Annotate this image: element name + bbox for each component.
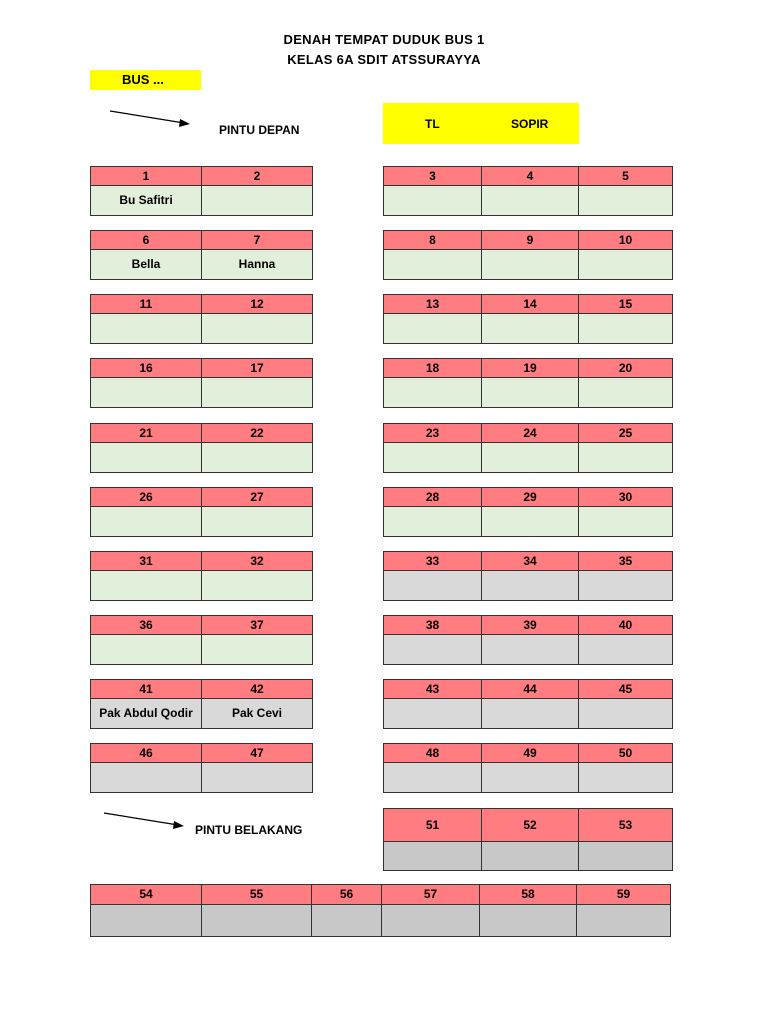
seat-occupant[interactable]: [384, 443, 482, 473]
back-door-label: PINTU BELAKANG: [195, 823, 303, 837]
seat-number: 40: [579, 616, 673, 635]
seat-occupant[interactable]: [91, 763, 202, 793]
seat-occupant[interactable]: [384, 699, 482, 729]
seat-number: 27: [202, 488, 313, 507]
seat-occupant[interactable]: [91, 571, 202, 601]
seat-number: 34: [482, 552, 579, 571]
seat-number: 51: [384, 809, 482, 842]
seat-number: 22: [202, 424, 313, 443]
seat-row: [383, 358, 673, 408]
seat-occupant[interactable]: Bella: [91, 250, 202, 280]
page-subtitle: KELAS 6A SDIT ATSSURAYYA: [287, 52, 481, 67]
seat-occupant[interactable]: [384, 378, 482, 408]
seat-occupant[interactable]: [384, 571, 482, 601]
seat-occupant[interactable]: [579, 635, 673, 665]
seat-occupant[interactable]: Pak Cevi: [202, 699, 313, 729]
driver-label: SOPIR: [511, 117, 549, 131]
seat-occupant[interactable]: [579, 842, 673, 871]
seat-occupant[interactable]: [384, 250, 482, 280]
seat-number: 28: [384, 488, 482, 507]
seat-occupant[interactable]: [384, 842, 482, 871]
seat-occupant[interactable]: [202, 905, 312, 937]
seat-occupant[interactable]: [579, 250, 673, 280]
seat-number: 1: [91, 167, 202, 186]
front-door-label: PINTU DEPAN: [219, 123, 300, 137]
seat-row: [90, 679, 313, 729]
page-title: DENAH TEMPAT DUDUK BUS 1: [283, 32, 485, 47]
seat-number: 23: [384, 424, 482, 443]
seat-occupant[interactable]: [482, 186, 579, 216]
seat-number: 42: [202, 680, 313, 699]
seat-occupant[interactable]: [91, 443, 202, 473]
seat-number: 33: [384, 552, 482, 571]
seat-number: 18: [384, 359, 482, 378]
seat-occupant[interactable]: Bu Safitri: [91, 186, 202, 216]
seat-row: [383, 294, 673, 344]
seat-occupant[interactable]: [91, 378, 202, 408]
back-door-arrow-icon: [102, 810, 186, 830]
seat-occupant[interactable]: [384, 186, 482, 216]
seat-number: 58: [480, 885, 577, 905]
seat-number: 11: [91, 295, 202, 314]
seat-occupant[interactable]: [577, 905, 671, 937]
seat-number: 53: [579, 809, 673, 842]
seat-number: 30: [579, 488, 673, 507]
seat-row: [383, 423, 673, 473]
seat-row: [383, 487, 673, 537]
seat-occupant[interactable]: [579, 699, 673, 729]
seat-occupant[interactable]: [91, 905, 202, 937]
seat-number: 16: [91, 359, 202, 378]
seat-occupant[interactable]: [579, 186, 673, 216]
front-door-arrow-icon: [108, 108, 192, 128]
seat-row: [90, 743, 313, 793]
seat-number: 15: [579, 295, 673, 314]
seat-occupant[interactable]: [482, 378, 579, 408]
seat-number: 45: [579, 680, 673, 699]
seat-occupant[interactable]: Hanna: [202, 250, 313, 280]
seat-number: 19: [482, 359, 579, 378]
seat-occupant[interactable]: [480, 905, 577, 937]
seat-number: 20: [579, 359, 673, 378]
seat-row: [383, 551, 673, 601]
seat-occupant[interactable]: [91, 507, 202, 537]
seat-row: [90, 230, 313, 280]
seat-row: [90, 423, 313, 473]
seat-occupant[interactable]: [482, 507, 579, 537]
seat-number: 59: [577, 885, 671, 905]
seat-row: [90, 358, 313, 408]
seat-row: [383, 230, 673, 280]
seat-occupant[interactable]: Pak Abdul Qodir: [91, 699, 202, 729]
seat-number: 24: [482, 424, 579, 443]
seat-occupant[interactable]: [482, 250, 579, 280]
seat-row: [90, 551, 313, 601]
seat-row: [90, 615, 313, 665]
seat-row: [90, 166, 313, 216]
seat-occupant[interactable]: [202, 763, 313, 793]
seat-number: 31: [91, 552, 202, 571]
seat-occupant[interactable]: [482, 443, 579, 473]
seat-number: 49: [482, 744, 579, 763]
seat-number: 48: [384, 744, 482, 763]
seat-occupant[interactable]: [579, 507, 673, 537]
seat-number: 7: [202, 231, 313, 250]
seat-occupant[interactable]: [579, 763, 673, 793]
seat-number: 36: [91, 616, 202, 635]
seat-number: 56: [312, 885, 382, 905]
seat-number: 25: [579, 424, 673, 443]
seat-number: 44: [482, 680, 579, 699]
seat-occupant[interactable]: [202, 571, 313, 601]
seat-number: 47: [202, 744, 313, 763]
seat-number: 17: [202, 359, 313, 378]
seat-row: [90, 294, 313, 344]
seat-occupant[interactable]: [202, 186, 313, 216]
seat-number: 37: [202, 616, 313, 635]
tl-label: TL: [425, 117, 440, 131]
seat-occupant[interactable]: [579, 378, 673, 408]
seat-occupant[interactable]: [384, 635, 482, 665]
seat-number: 32: [202, 552, 313, 571]
bus-label: BUS ...: [90, 70, 201, 90]
seat-number: 41: [91, 680, 202, 699]
seat-occupant[interactable]: [579, 314, 673, 344]
seat-number: 57: [382, 885, 480, 905]
seat-occupant[interactable]: [312, 905, 382, 937]
seat-occupant[interactable]: [384, 507, 482, 537]
seat-number: 35: [579, 552, 673, 571]
seat-number: 8: [384, 231, 482, 250]
seat-number: 29: [482, 488, 579, 507]
seat-row: [383, 808, 673, 871]
seat-occupant[interactable]: [384, 314, 482, 344]
seat-occupant[interactable]: [202, 635, 313, 665]
driver-area: [383, 103, 579, 144]
seat-number: 50: [579, 744, 673, 763]
seat-number: 26: [91, 488, 202, 507]
seat-number: 43: [384, 680, 482, 699]
seat-number: 54: [91, 885, 202, 905]
seat-number: 55: [202, 885, 312, 905]
seat-number: 10: [579, 231, 673, 250]
seat-occupant[interactable]: [482, 763, 579, 793]
seat-occupant[interactable]: [482, 571, 579, 601]
seat-occupant[interactable]: [482, 842, 579, 871]
seat-number: 13: [384, 295, 482, 314]
seat-row: [383, 743, 673, 793]
seat-number: 12: [202, 295, 313, 314]
seat-number: 5: [579, 167, 673, 186]
seat-row: [383, 166, 673, 216]
seat-occupant[interactable]: [384, 763, 482, 793]
seat-number: 4: [482, 167, 579, 186]
seat-number: 9: [482, 231, 579, 250]
seat-row: [90, 884, 671, 937]
seat-occupant[interactable]: [482, 314, 579, 344]
seat-number: 38: [384, 616, 482, 635]
seat-number: 21: [91, 424, 202, 443]
seat-number: 2: [202, 167, 313, 186]
seat-number: 52: [482, 809, 579, 842]
seat-occupant[interactable]: [202, 507, 313, 537]
seat-number: 6: [91, 231, 202, 250]
seat-occupant[interactable]: [482, 699, 579, 729]
seat-number: 14: [482, 295, 579, 314]
seat-number: 46: [91, 744, 202, 763]
seat-row: [383, 615, 673, 665]
seat-occupant[interactable]: [202, 378, 313, 408]
seat-occupant[interactable]: [579, 571, 673, 601]
seat-occupant[interactable]: [91, 314, 202, 344]
seat-number: 3: [384, 167, 482, 186]
seat-row: [383, 679, 673, 729]
seat-occupant[interactable]: [202, 443, 313, 473]
seat-occupant[interactable]: [202, 314, 313, 344]
seat-occupant[interactable]: [579, 443, 673, 473]
seat-occupant[interactable]: [91, 635, 202, 665]
seat-row: [90, 487, 313, 537]
seat-occupant[interactable]: [482, 635, 579, 665]
seat-number: 39: [482, 616, 579, 635]
seat-occupant[interactable]: [382, 905, 480, 937]
